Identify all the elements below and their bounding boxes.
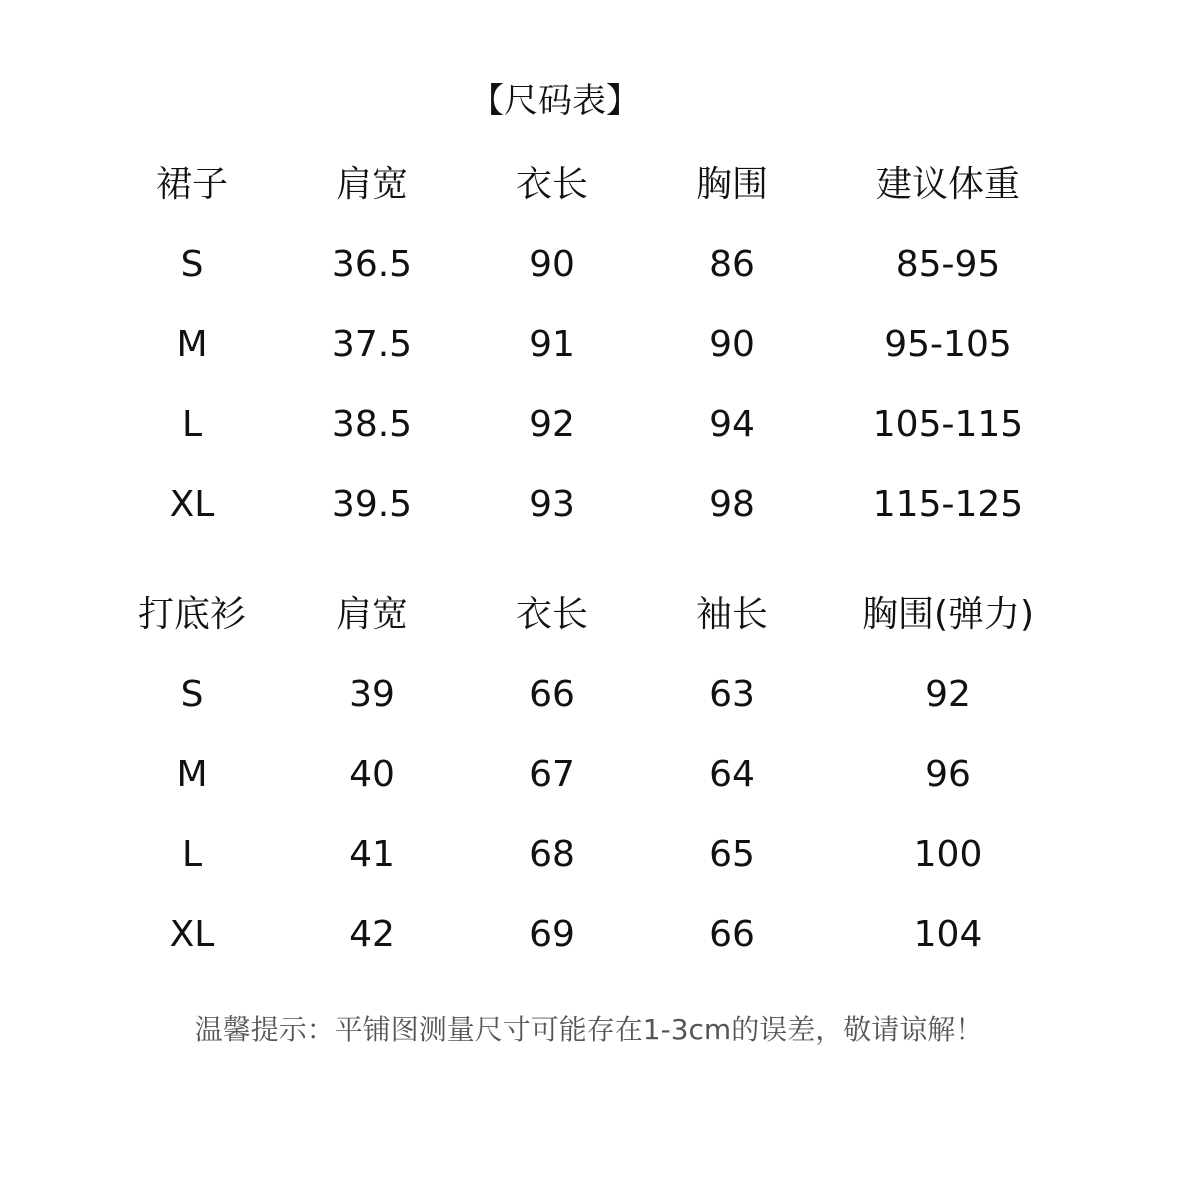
- table-cell: 91: [529, 324, 575, 365]
- table-cell: 66: [709, 914, 755, 955]
- table-cell: 90: [529, 244, 575, 285]
- table-cell: 65: [709, 834, 755, 875]
- skirt-header-row: [0, 160, 1200, 210]
- skirt-header-cell: 肩宽: [335, 164, 408, 205]
- table-cell: 36.5: [331, 244, 413, 285]
- table-cell: 41: [349, 834, 395, 875]
- skirt-table-row: [0, 480, 1200, 530]
- size-chart-title: 【尺码表】: [470, 81, 640, 121]
- table-cell: XL: [169, 914, 215, 955]
- table-cell: 93: [529, 484, 575, 525]
- table-cell: 66: [529, 674, 575, 715]
- table-cell: 68: [529, 834, 575, 875]
- skirt-header-cell: 裙子: [155, 164, 228, 205]
- shirt-table-row: [0, 910, 1200, 960]
- table-cell: M: [176, 754, 208, 795]
- table-cell: 42: [349, 914, 395, 955]
- table-cell: 105-115: [872, 404, 1024, 445]
- skirt-header-cell: 衣长: [515, 164, 588, 205]
- shirt-header-cell: 肩宽: [335, 594, 408, 635]
- table-cell: L: [181, 834, 203, 875]
- table-cell: 85-95: [895, 244, 1001, 285]
- shirt-header-cell: 打底衫: [137, 594, 246, 635]
- table-cell: 115-125: [872, 484, 1024, 525]
- skirt-table-row: [0, 240, 1200, 290]
- table-cell: M: [176, 324, 208, 365]
- shirt-header-row: [0, 590, 1200, 640]
- table-cell: 90: [709, 324, 755, 365]
- skirt-table-row: [0, 320, 1200, 370]
- table-cell: 37.5: [331, 324, 413, 365]
- table-cell: 86: [709, 244, 755, 285]
- table-cell: 39.5: [331, 484, 413, 525]
- table-cell: 92: [925, 674, 971, 715]
- table-cell: 104: [913, 914, 983, 955]
- shirt-table-row: [0, 670, 1200, 720]
- shirt-header-cell: 衣长: [515, 594, 588, 635]
- table-cell: XL: [169, 484, 215, 525]
- table-cell: 69: [529, 914, 575, 955]
- measurement-note: 温馨提示：平铺图测量尺寸可能存在1-3cm的误差，敬请谅解！: [194, 1013, 984, 1046]
- table-cell: S: [180, 244, 204, 285]
- table-cell: 38.5: [331, 404, 413, 445]
- table-cell: 95-105: [884, 324, 1012, 365]
- table-cell: 63: [709, 674, 755, 715]
- table-cell: S: [180, 674, 204, 715]
- shirt-table-row: [0, 750, 1200, 800]
- table-cell: 39: [349, 674, 395, 715]
- skirt-table-row: [0, 400, 1200, 450]
- shirt-header-cell: 胸围(弹力): [861, 594, 1035, 635]
- table-cell: 100: [913, 834, 983, 875]
- table-cell: 67: [529, 754, 575, 795]
- shirt-header-cell: 袖长: [695, 594, 768, 635]
- table-cell: L: [181, 404, 203, 445]
- table-cell: 64: [709, 754, 755, 795]
- table-cell: 94: [709, 404, 755, 445]
- skirt-header-cell: 建议体重: [875, 164, 1020, 205]
- table-cell: 98: [709, 484, 755, 525]
- table-cell: 40: [349, 754, 395, 795]
- skirt-header-cell: 胸围: [695, 164, 768, 205]
- shirt-table-row: [0, 830, 1200, 880]
- table-cell: 96: [925, 754, 971, 795]
- table-cell: 92: [529, 404, 575, 445]
